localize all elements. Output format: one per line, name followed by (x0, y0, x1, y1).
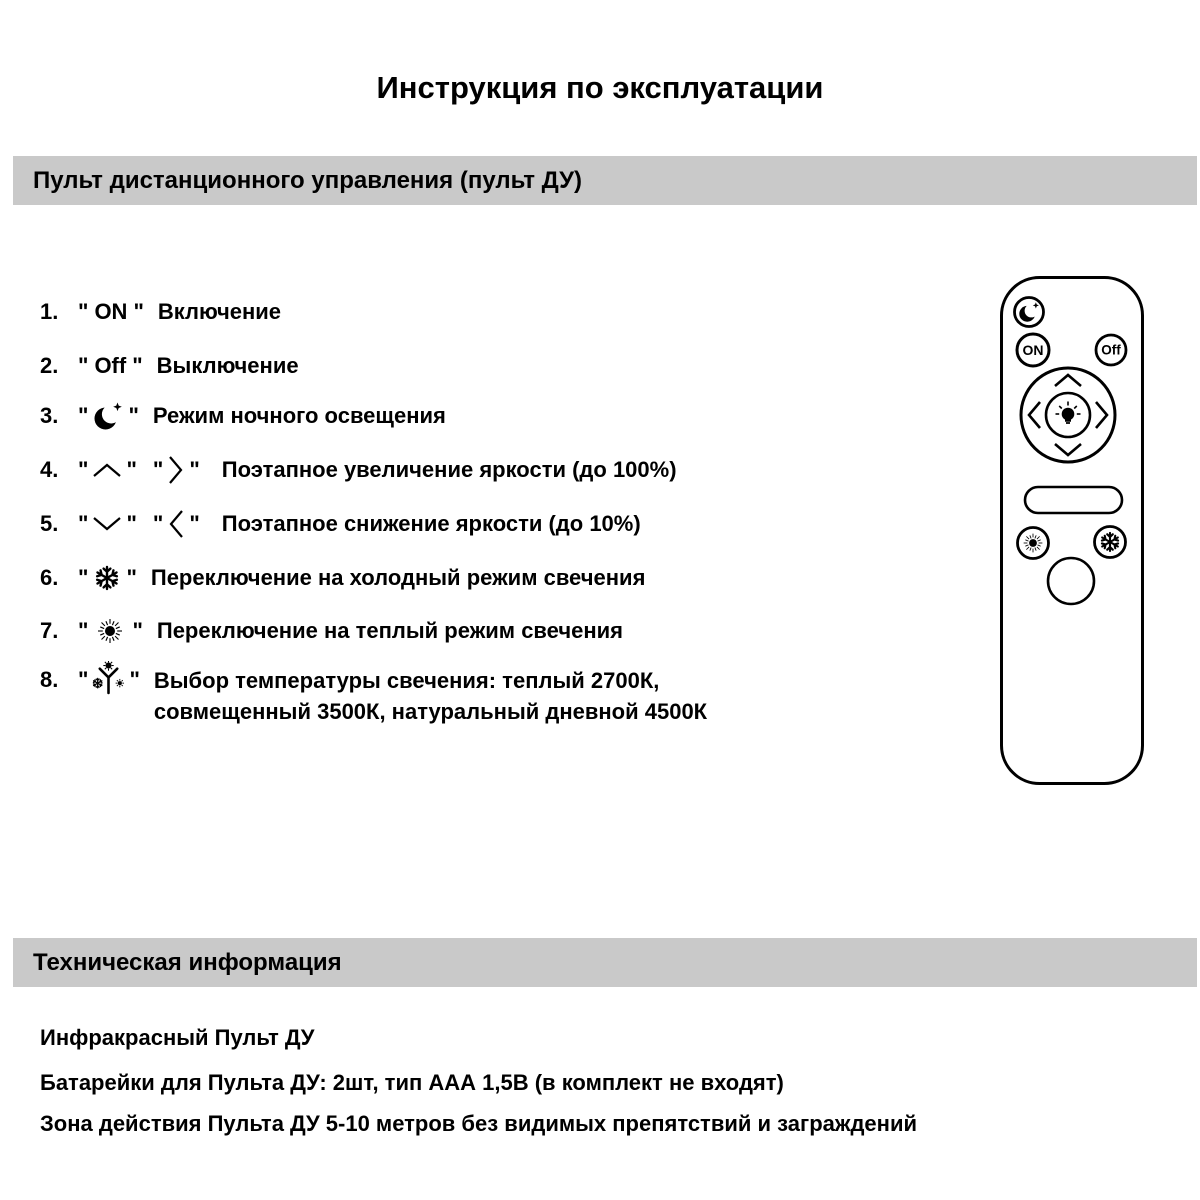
list-item (40, 556, 645, 600)
quote-mark: " (152, 457, 164, 482)
item-number: 1. (40, 299, 59, 324)
quote-mark: " (152, 511, 164, 536)
chevron-right-icon (167, 455, 185, 485)
quote-mark: " (129, 667, 140, 692)
item-number: 7. (40, 618, 59, 643)
quote-mark: " (78, 511, 89, 536)
item-description: Поэтапное увеличение яркости (до 100%) (221, 457, 677, 482)
item-description: Переключение на теплый режим свечения (156, 618, 624, 643)
chevron-left-icon (167, 509, 185, 539)
quote-mark: " (126, 457, 137, 482)
item-number: 2. (40, 353, 59, 378)
quote-mark: " (78, 353, 89, 378)
item-description: Режим ночного освещения (152, 403, 446, 428)
item-description: Поэтапное снижение яркости (до 10%) (221, 511, 641, 536)
list-item (40, 448, 677, 492)
list-item (40, 665, 707, 727)
quote-mark: " (126, 511, 137, 536)
list-item (40, 394, 446, 438)
item-description: Переключение на холодный режим свечения (150, 565, 646, 590)
sun-icon (92, 613, 128, 649)
quote-mark: " (78, 403, 89, 428)
chevron-down-icon (92, 515, 122, 533)
item-description-line2: совмещенный 3500К, натуральный дневной 4500К (153, 699, 708, 724)
remote-on-label: ON (1022, 342, 1044, 358)
remote-control-illustration (1000, 276, 1144, 785)
item-description-line1: Выбор температуры свечения: теплый 2700К, (153, 668, 660, 693)
off-button-label: Off (94, 353, 127, 378)
chevron-up-icon (92, 461, 122, 479)
item-number: 3. (40, 403, 59, 428)
list-item (40, 609, 623, 653)
item-description: Включение (157, 299, 282, 324)
snowflake-icon (92, 563, 122, 593)
list-item (40, 344, 299, 388)
item-number: 8. (40, 667, 59, 692)
quote-mark: " (132, 353, 143, 378)
page-title: Инструкция по эксплуатации (376, 70, 824, 105)
crescent-moon-icon (92, 400, 124, 432)
quote-mark: " (78, 457, 89, 482)
section-header-remote (13, 156, 1197, 205)
item-number: 4. (40, 457, 59, 482)
tech-info-line: Инфракрасный Пульт ДУ (40, 1025, 315, 1050)
list-item (40, 502, 641, 546)
quote-mark: " (126, 565, 137, 590)
tech-info-line: Батарейки для Пульта ДУ: 2шт, тип ААА 1,5В (в комплект не входят) (40, 1070, 784, 1095)
tech-info-line: Зона действия Пульта ДУ 5-10 метров без видимых препятствий и заграждений (40, 1111, 918, 1136)
remote-off-label: Off (1101, 342, 1121, 358)
list-item (40, 290, 281, 334)
on-button-label: ON (94, 299, 128, 324)
section-header-tech-label: Техническая информация (33, 948, 342, 976)
section-header-tech (13, 938, 1197, 987)
item-description: Выключение (156, 353, 299, 378)
quote-mark: " (132, 618, 143, 643)
item-number: 6. (40, 565, 59, 590)
quote-mark: " (189, 457, 200, 482)
quote-mark: " (133, 299, 144, 324)
quote-mark: " (78, 618, 89, 643)
quote-mark: " (189, 511, 200, 536)
quote-mark: " (78, 565, 89, 590)
section-header-remote-label: Пульт дистанционного управления (пульт ДУ) (33, 166, 582, 194)
color-temperature-icon (92, 661, 125, 696)
item-description (154, 665, 707, 727)
quote-mark: " (78, 299, 89, 324)
item-number: 5. (40, 511, 59, 536)
quote-mark: " (78, 667, 89, 692)
quote-mark: " (128, 403, 139, 428)
